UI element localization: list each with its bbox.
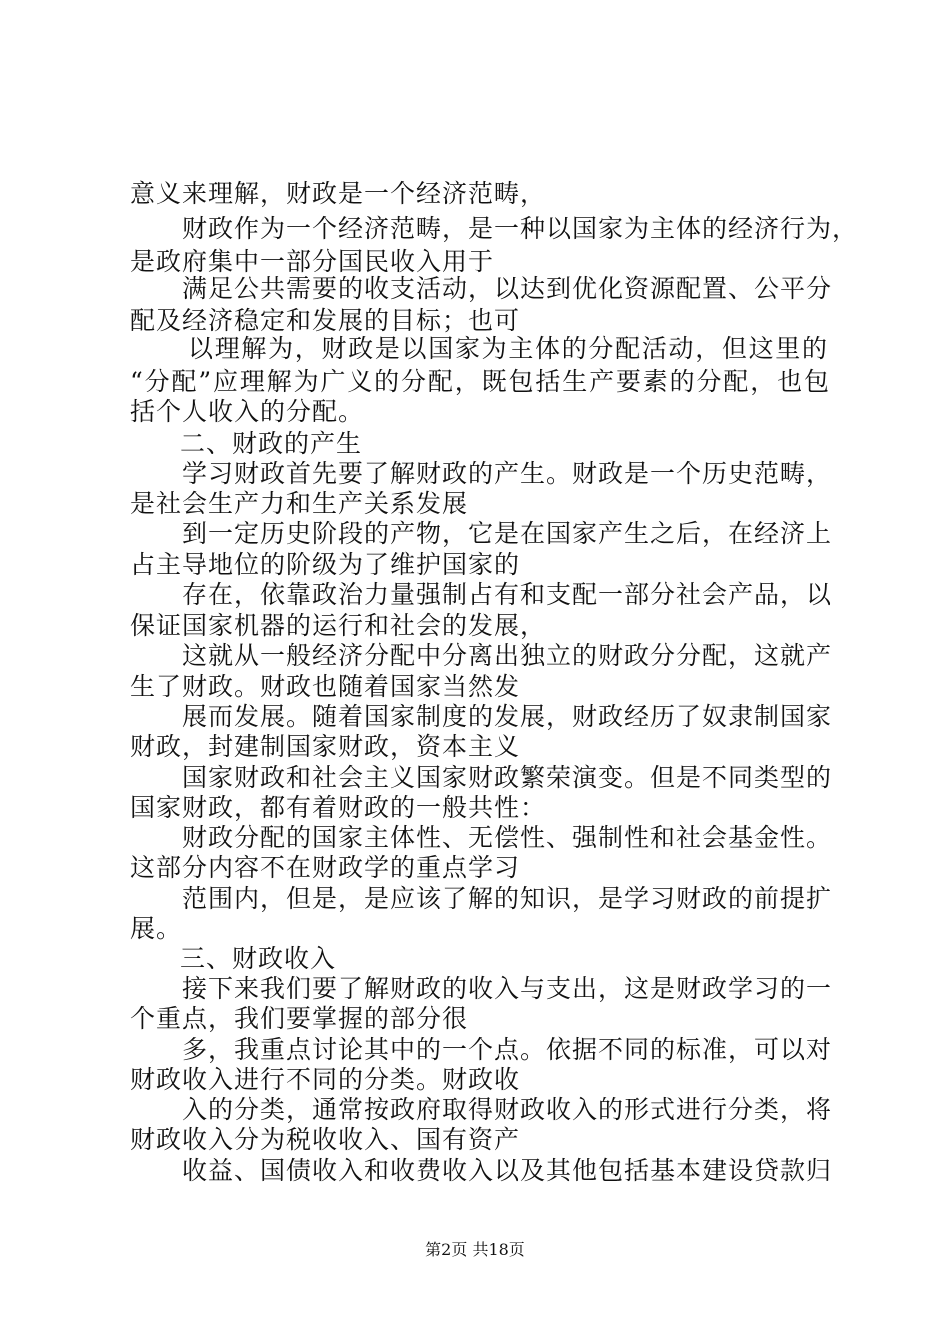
text-line: 生了财政。财政也随着国家当然发 [130, 672, 521, 701]
text-line: 保证国家机器的运行和社会的发展， [130, 611, 547, 640]
text-line: 占主导地位的阶级为了维护国家的 [130, 550, 521, 579]
text-line: 财政收入分为税收收入、国有资产 [130, 1125, 521, 1154]
section-heading: 二、财政的产生 [180, 429, 363, 458]
text-line: 财政作为一个经济范畴，是一种以国家为主体的经济行为， [182, 214, 859, 243]
text-line: 接下来我们要了解财政的收入与支出，这是财政学习的一 [182, 974, 833, 1003]
text-line: 展而发展。随着国家制度的发展，财政经历了奴隶制国家 [182, 702, 833, 731]
text-line: 是政府集中一部分国民收入用于 [130, 247, 495, 276]
page-number-footer: 第2页 共18页 [425, 1240, 525, 1259]
text-line: 配及经济稳定和发展的目标；也可 [130, 306, 521, 335]
text-line: 多，我重点讨论其中的一个点。依据不同的标准，可以对 [182, 1035, 833, 1064]
text-line: 收益、国债收入和收费收入以及其他包括基本建设贷款归 [182, 1156, 833, 1185]
section-heading: 三、财政收入 [180, 944, 337, 973]
text-line: 范围内，但是，是应该了解的知识，是学习财政的前提扩 [182, 884, 833, 913]
text-line: 是社会生产力和生产关系发展 [130, 489, 469, 518]
text-line: 展。 [130, 914, 183, 943]
text-line: 财政收入进行不同的分类。财政收 [130, 1065, 521, 1094]
text-line: 满足公共需要的收支活动，以达到优化资源配置、公平分 [182, 274, 833, 303]
text-line: “分配”应理解为广义的分配，既包括生产要素的分配，也包 [130, 367, 830, 396]
text-line: 存在，依靠政治力量强制占有和支配一部分社会产品，以 [182, 580, 833, 609]
text-line: 括个人收入的分配。 [130, 397, 365, 426]
text-line: 学习财政首先要了解财政的产生。财政是一个历史范畴， [182, 459, 833, 488]
text-line: 入的分类，通常按政府取得财政收入的形式进行分类，将 [182, 1095, 833, 1124]
text-line: 这就从一般经济分配中分离出独立的财政分分配，这就产 [182, 641, 833, 670]
text-line: 到一定历史阶段的产物，它是在国家产生之后，在经济上 [182, 519, 833, 548]
text-line: 意义来理解，财政是一个经济范畴， [130, 179, 547, 208]
text-line: 这部分内容不在财政学的重点学习 [130, 853, 521, 882]
text-line: 以理解为，财政是以国家为主体的分配活动，但这里的 [188, 334, 828, 363]
text-line: 财政，封建制国家财政，资本主义 [130, 732, 521, 761]
text-line: 个重点，我们要掌握的部分很 [130, 1004, 469, 1033]
text-line: 国家财政，都有着财政的一般共性： [130, 793, 547, 822]
text-line: 财政分配的国家主体性、无偿性、强制性和社会基金性。 [182, 823, 833, 852]
text-line: 国家财政和社会主义国家财政繁荣演变。但是不同类型的 [182, 763, 833, 792]
